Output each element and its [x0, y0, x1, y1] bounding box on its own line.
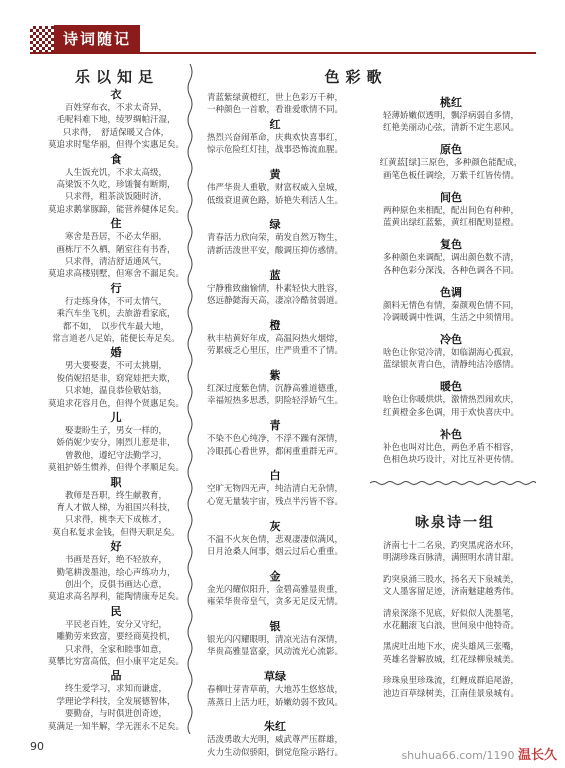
- stanza: [200, 469, 350, 508]
- stanza-heading: 蓝: [269, 268, 281, 282]
- stanza: [366, 608, 536, 633]
- poem-line: 只求得，桃李天下成栋才，: [64, 515, 167, 526]
- stanza: [200, 570, 350, 609]
- stanza: [38, 282, 194, 346]
- stanza: [38, 476, 194, 540]
- poem-line: 啥色让你暖烘烘，激情热烈闹欢庆，: [382, 395, 519, 406]
- stanza-heading: 冷色: [440, 333, 462, 346]
- poem-line: 俊俏妮招是非，窈窕娃把夫欺，: [56, 373, 176, 384]
- stanza: [200, 218, 350, 257]
- poem-line: 勤笔耕泼墨池，绘心声练功力，: [56, 567, 176, 578]
- stanza-heading: 银: [269, 620, 281, 633]
- stanza: [200, 620, 350, 659]
- poem-line: 常言道老八足始，能便长寿足矣。: [52, 334, 180, 345]
- poem-line: 多种颜色来调配，调出颜色数不清，: [382, 253, 519, 264]
- stanza: [200, 670, 350, 709]
- poem-line: 惊示危险红灯挂，战事恐怖流血腥。: [206, 145, 343, 156]
- poem-line: 都不如， 以步代车最大地，: [62, 321, 170, 332]
- stanza: [200, 369, 350, 408]
- stanza: [38, 411, 194, 475]
- stanza-heading: 品: [110, 669, 122, 683]
- stanza-heading: 灰: [269, 519, 281, 533]
- poem-line: 轻薄娇嫩似透明，飘浮病弱自多情，: [382, 111, 519, 121]
- poem-line: 日月沧桑人间事，烟云过后心重重。: [206, 547, 343, 557]
- stanza: [38, 88, 194, 152]
- poem-line: 只求得，全家和睦事如意，: [64, 644, 167, 655]
- poem-line: 红黄蓝[绿]三原色，多种颜色能配成，: [379, 158, 523, 169]
- poem-line: 火力生动似骄阳，倒觉危险示路行。: [206, 747, 343, 758]
- poem-line: 心宽无量装宇宙，残点半污皆不容。: [206, 496, 343, 507]
- poem-line: 明湖珍珠百脉清，满照明水清甘甜。: [382, 553, 519, 564]
- poem-line: 终生爱学习，求知而谦虚，: [64, 684, 167, 695]
- stanza: [38, 153, 194, 217]
- stanza-heading: 衣: [110, 88, 122, 101]
- poem-line: 色相色块巧设计，对比互补更传情。: [382, 455, 519, 466]
- poem-line: 莫追求高楼别墅，但寒舍不漏足矣。: [47, 269, 184, 280]
- poem-line: 补色也叫对比色，两色矛盾不相容，: [382, 442, 519, 453]
- stanza: [200, 118, 350, 157]
- poem-line: 活泼勇敢大光明，威武尊严压群雄，: [206, 735, 343, 746]
- poem-line: 育人才做人梯，为祖国兴科技，: [56, 503, 176, 513]
- poem-line: 趵突泉涌三股水，扬名天下泉城美，: [382, 574, 519, 585]
- poem-line: 一种颜色一首歌，看谁爱歌情不同。: [206, 105, 343, 116]
- stanza: [38, 540, 194, 604]
- stanza: [366, 238, 536, 277]
- poem-line: 蓝绿银灰青白色，清静纯洁冷感情。: [382, 360, 519, 371]
- poem-line: 雕勤劳来致富，要经商莫投机，: [56, 632, 176, 643]
- stanza-heading: 民: [110, 604, 122, 618]
- poem-line: 教师是吾职，终生献教育，: [64, 490, 167, 501]
- stanza-heading: 复色: [440, 238, 462, 252]
- stanza-heading: 橙: [269, 318, 281, 332]
- poem-line: 蒸蒸日上活力旺，娇嫩幼弱不致风。: [206, 697, 343, 708]
- stanza: [366, 574, 536, 599]
- poem-title-2: 色彩歌: [324, 68, 388, 86]
- poem-line: 曾教他，遵纪守法勤学习，: [64, 450, 167, 461]
- poem-line: 水花翻滚飞白浪，世间泉中他特奇。: [382, 621, 519, 631]
- stanza: [366, 191, 536, 230]
- poem-line: 冷眼孤心看世界，都闲重重群无声。: [206, 446, 343, 457]
- poem-line: 春柳吐芽青草萌，大地苏生悠悠哉，: [206, 685, 343, 696]
- stanza: [38, 346, 194, 410]
- poem-line: 莫攀比穷富高低，但小康平定足矣。: [47, 657, 184, 668]
- poem-line: 莫追求鹅掌豚蹄，能营养健体足矣。: [47, 204, 184, 215]
- poem-line: 莫自私复求金钱，但得天职足矣。: [52, 527, 180, 538]
- poem-line: 人生饭充饥，不求太高级，: [64, 167, 167, 178]
- header-decoration: [30, 26, 56, 52]
- stanza-heading: 青: [269, 419, 281, 433]
- stanza-heading: 儿: [110, 411, 122, 424]
- poem-line: 青春活力欣向荣，萌发自然万物生，: [206, 233, 343, 244]
- poem-line: 娶妻盼生子，男女一样的，: [64, 426, 167, 436]
- poem-line: 只求得，粗茶淡饭随时济，: [64, 192, 167, 203]
- poem-title-3: 咏泉诗一组: [415, 515, 495, 531]
- poem-line: 华贵高雅显富豪，风动流光心流影。: [206, 647, 343, 658]
- stanza-heading: 紫: [269, 369, 281, 382]
- poem-line: 莫祖护娇生惯养，但得个孝顺足矣。: [47, 463, 184, 474]
- poem-line: 创出个，反俱书画达心意，: [64, 580, 167, 590]
- stanza-heading: 原色: [440, 143, 462, 157]
- poem-line: 冷调暖调中性调，生活之中须情用。: [382, 313, 519, 323]
- stanza: [38, 217, 194, 281]
- stanza: [366, 96, 536, 135]
- poem-line: 不温不火灰色情，悲观凄凄似满风，: [206, 534, 343, 545]
- stanza-heading: 住: [110, 217, 122, 231]
- poem-line: 只求得，清洁舒适通风气，: [64, 257, 167, 267]
- poem-line: 伟严华贵人重敬，财富权威入皇城，: [206, 183, 343, 194]
- stanza: [38, 669, 194, 733]
- poem-line: 悠远静懿海天高，凄凉冷酷贫弱道。: [206, 296, 343, 306]
- stanza-heading: 行: [110, 281, 122, 295]
- poem-line: 清泉深涤不见底，好似似人洗墨笔，: [382, 608, 519, 619]
- stanza-heading: 朱红: [264, 720, 286, 734]
- poem-line: 莫追求高名厚利，能陶情康寿足矣。: [47, 592, 184, 603]
- poem-line: 劳累疲乏心里压，庄严贵重不了情。: [206, 346, 343, 357]
- poem-line: 莫满足一知半解，学无涯永不足矣。: [47, 721, 184, 732]
- poem-line: 百姓穿布衣，不求太奇异，: [64, 103, 167, 113]
- stanza: [200, 419, 350, 458]
- poem-line: 宁静雅致幽愉情，朴素轻快大胜容，: [206, 283, 343, 294]
- poem-line: 颜料无情色有情，秦颜观色情不同，: [382, 300, 519, 311]
- stanza: [200, 168, 350, 207]
- stanza-heading: 食: [110, 152, 122, 166]
- stanza: [366, 641, 536, 666]
- poem-line: 各种色彩分深浅，各种色调各不同。: [382, 265, 519, 276]
- poem-line: 低级衰退黄色路，娇艳失利活人生。: [206, 195, 343, 206]
- poem-line: 毛呢料难下地，绫罗绸帕汗湿，: [56, 115, 176, 126]
- stanza-heading: 白: [269, 469, 281, 483]
- poem-line: 红深过度紫色情，沉静高雅道德重，: [206, 384, 343, 394]
- poem-line: 珍珠泉里珍珠流，红鲤成群追尾游，: [382, 676, 519, 687]
- stanza: [366, 286, 536, 325]
- poem-line: 画笔色板任调绘，万紫千红皆传情。: [382, 170, 519, 181]
- stanza: [38, 605, 194, 669]
- stanza-heading: 黄: [269, 168, 281, 182]
- poem-line: 红黄橙金多色调，用于欢快喜庆中。: [382, 407, 519, 418]
- poem-line: 英雄名誉解放城，红花绿柳泉城美。: [382, 654, 519, 665]
- poem-line: 要勤奋，与时俱进创奇迹，: [64, 709, 167, 720]
- poem-line: 空旷无物四无声，纯洁清白无杂情，: [206, 484, 343, 495]
- stanza-heading: 补色: [440, 427, 462, 441]
- stanza: [366, 333, 536, 372]
- poem-line: 金光闪耀似阳升，金碧高雅显贵重，: [206, 584, 343, 595]
- stanza-heading: 红: [269, 118, 281, 131]
- poem-line: 莫追求花容月色，但得个贤惠足矣。: [47, 398, 184, 409]
- poem-line: 热烈兴奋闹革命，庆典欢快喜事红，: [206, 133, 343, 143]
- poem-line: 雍荣华贵帝皇气，贪多无足反无情。: [206, 597, 343, 608]
- poem-line: 银光闪闪耀眼明，清凉光洁有深情，: [206, 635, 343, 645]
- stanza: [200, 720, 350, 759]
- stanza-heading: 婚: [110, 346, 122, 360]
- watermark-name: 温长久: [517, 748, 557, 763]
- poem-line: 行走练身体，不可太情气，: [64, 296, 167, 307]
- stanza-heading: 职: [110, 475, 122, 489]
- poem-line: 寒舍是吾居，不必太华丽，: [64, 232, 167, 243]
- poem-line: 幸福短热多思悉，阴险轻浮娇气生。: [206, 396, 343, 407]
- stanza: [366, 540, 536, 565]
- header-rule: [30, 52, 536, 54]
- stanza-heading: 间色: [440, 190, 462, 204]
- stanza-heading: 色调: [440, 285, 462, 299]
- poem-line: 学理论学科技，全发展德智体，: [56, 696, 176, 707]
- poem-line: 画栋厅不久栖，陋室往有书香，: [56, 244, 176, 255]
- poem-line: 两种原色来相配，配出间色有种种，: [382, 205, 519, 216]
- stanza: [366, 143, 536, 182]
- poem-line: 文人墨客留足迹，济南魅建越秀伟。: [382, 587, 519, 598]
- stanza: [366, 675, 536, 700]
- wavy-separator: [370, 480, 536, 486]
- stanza: [366, 380, 536, 419]
- poem-line: 娇俏妮少安分，刚烈儿惹是非，: [56, 438, 176, 449]
- poem-line: 池边百草绿树美，江南佳景泉城有。: [382, 688, 519, 699]
- page-number: 90: [30, 740, 44, 753]
- poem-line: 高梁饭不久吃，珍馐餐有断期，: [56, 180, 176, 190]
- stanza-heading: 金: [269, 569, 281, 583]
- poem-line: 不染不色心纯净，不浮不躁有深情，: [206, 434, 343, 445]
- stanza-heading: 好: [110, 540, 122, 554]
- section-banner: 诗词随记: [54, 25, 140, 53]
- poem-line: 秋丰桔黄好年成，高温闷热火烟熔，: [206, 333, 343, 344]
- stanza: [200, 319, 350, 358]
- stanza-heading: 草绿: [264, 670, 286, 684]
- poem-line: 莫追求时髦华丽，但得个实惠足矣。: [47, 140, 184, 151]
- poem-line: 只求得， 舒适保暖又合体，: [62, 127, 170, 138]
- poem-line: 平民老百姓，安分又守纪，: [64, 619, 167, 630]
- poem-line: 只求她，温良恭俭敬姑翁，: [64, 386, 167, 397]
- poem-line: 男大要娶妻，不可太挑剔，: [64, 361, 167, 372]
- stanza: [200, 269, 350, 308]
- poem-line: 清新活泼世平安，酸调压抑仿惑情。: [206, 245, 343, 256]
- intro: [200, 92, 350, 117]
- poem-line: 书画是吾好，绝不轻放弃，: [64, 555, 167, 566]
- stanza-heading: 桃红: [440, 96, 462, 109]
- poem-line: 蓝黄出绿红蓝紫，黄红相配则显橙。: [382, 218, 519, 229]
- poem-line: 济南七十二名泉，趵突黑虎洛水环，: [382, 541, 519, 551]
- poem-line: 红艳美丽动心弦，清新不定生恶风。: [382, 123, 519, 134]
- poem-title-1: 乐以知足: [74, 68, 159, 86]
- poem-line: 乘汽车坐飞机，去旅游看家底，: [56, 309, 176, 320]
- poem-line: 青蓝紫绿黄橙红，世上色彩万千种，: [206, 93, 343, 103]
- watermark: [401, 744, 557, 763]
- stanza-heading: 暖色: [440, 380, 462, 394]
- watermark-site: shuhua66.com/1190: [401, 749, 515, 762]
- stanza: [200, 520, 350, 559]
- poem-line: 黑虎吐出地下水，虎头雄风三张嘴，: [382, 642, 519, 653]
- stanza: [366, 428, 536, 467]
- poem-line: 啥色让你觉冷清，如临湖海心孤寂，: [382, 348, 519, 358]
- stanza-heading: 绿: [269, 218, 281, 232]
